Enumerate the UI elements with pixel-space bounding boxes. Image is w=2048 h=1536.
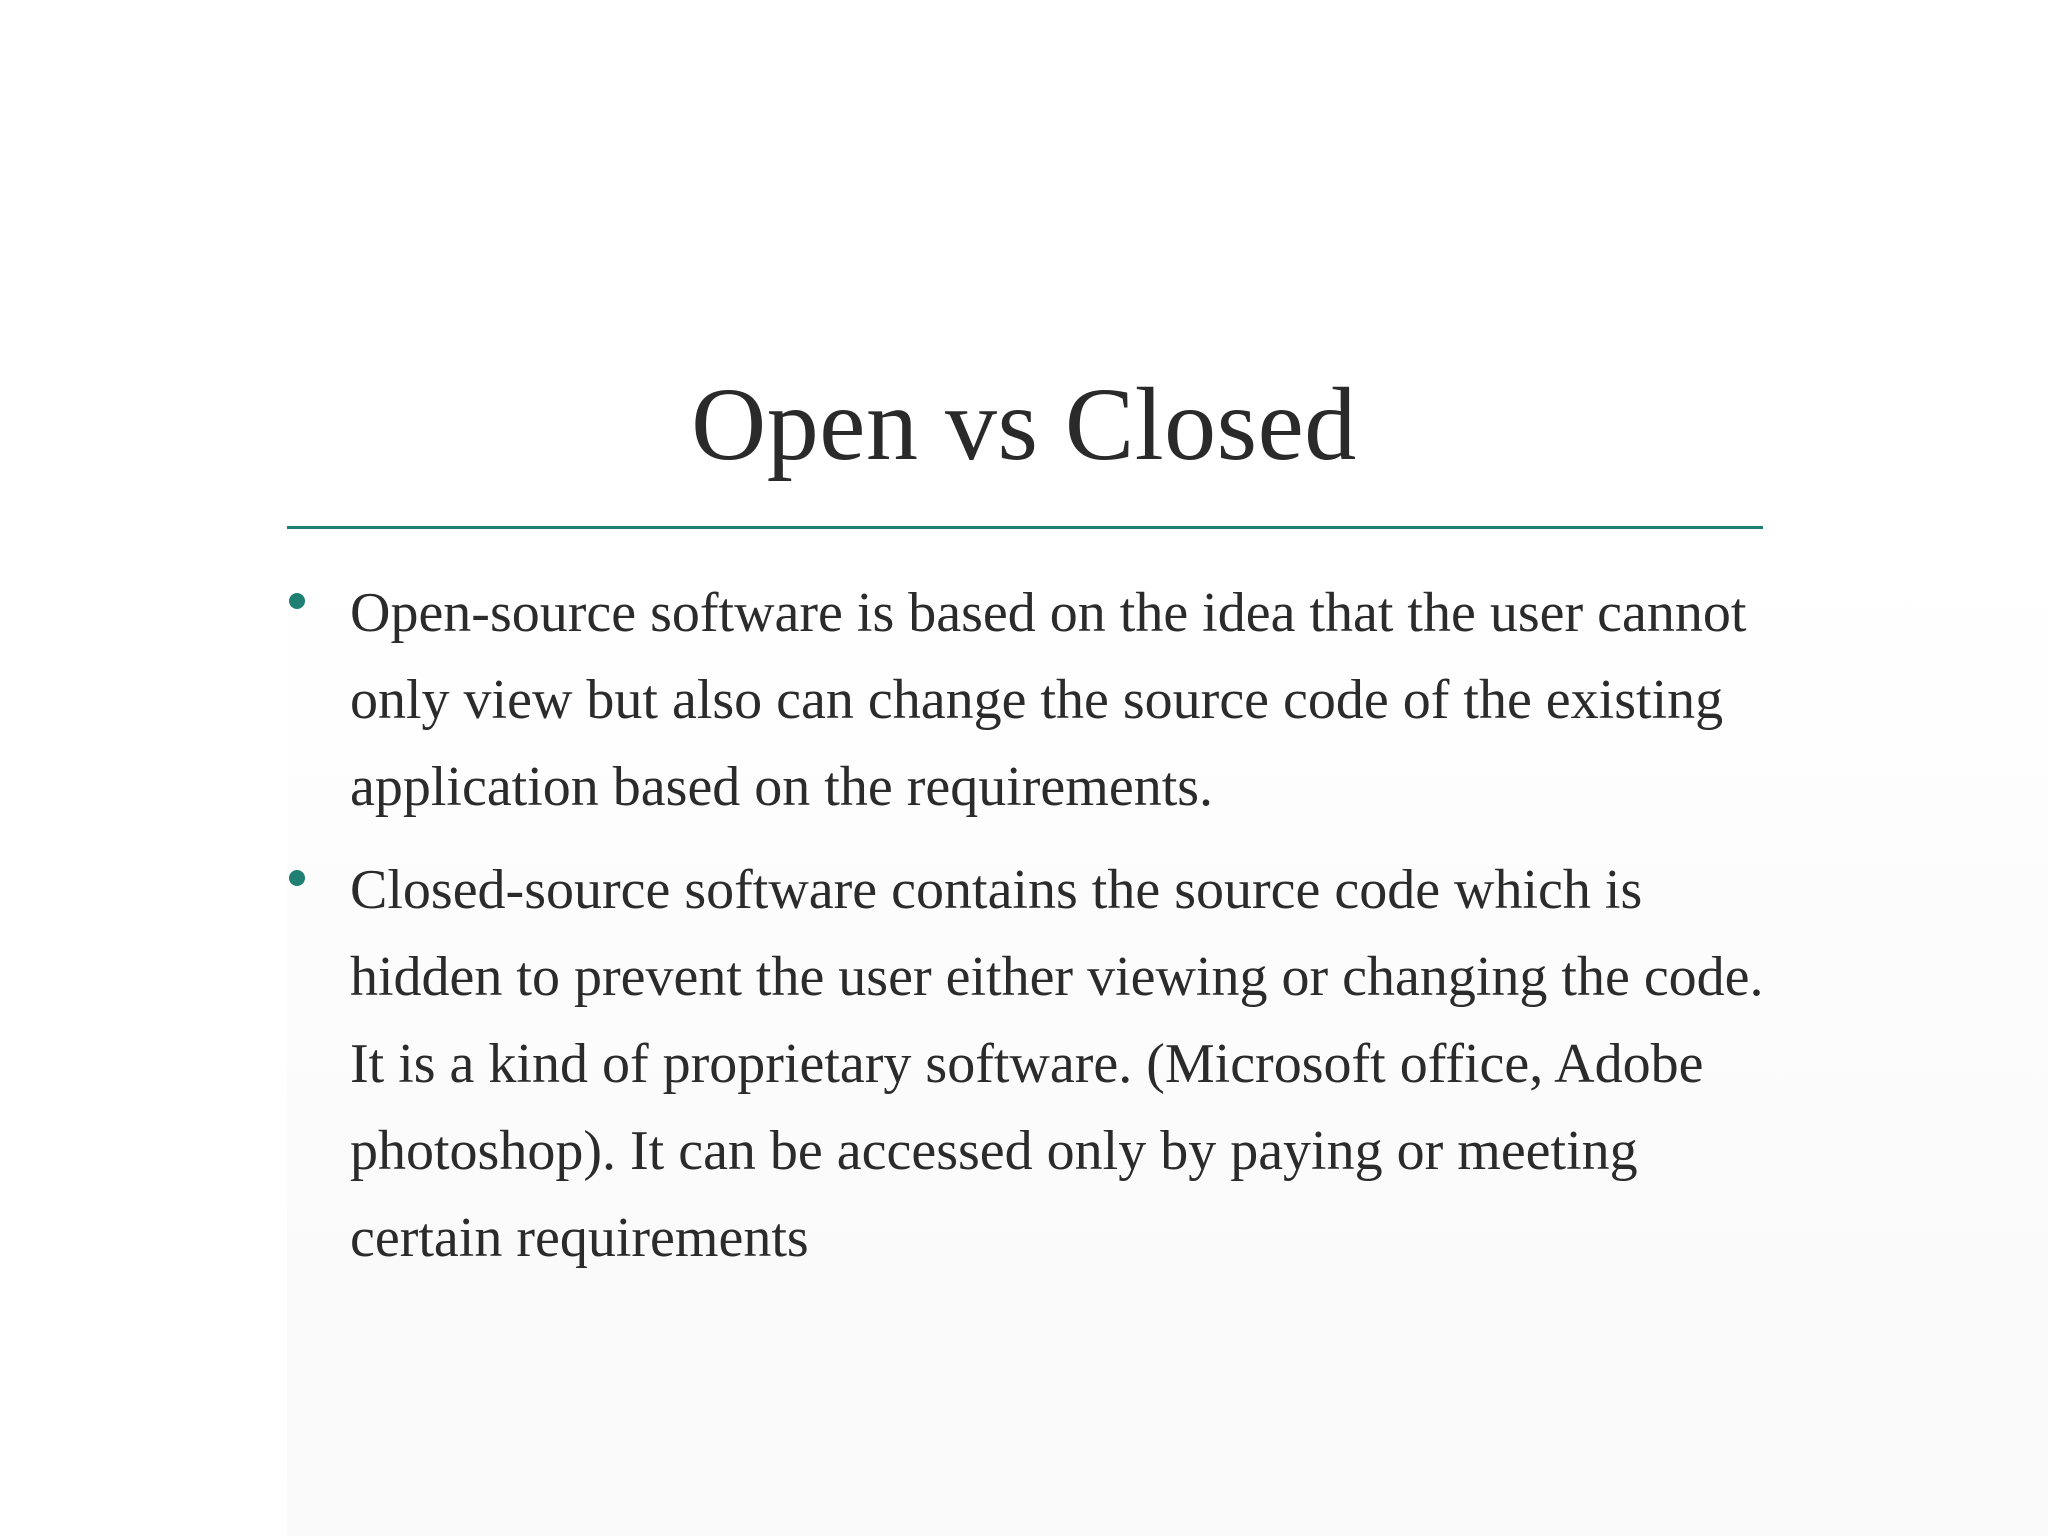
bullet-item-open-source [287,570,1787,831]
title-divider [287,526,1763,529]
bullet-text: Closed-source software contains the source code which is hidden to prevent the user either viewing or changing the code. It is a kind of proprietary software. (Microsoft office, Adobe photoshop). It can be accessed only by paying or meeting certain requirements [350,859,1764,1269]
slide-title: Open vs Closed [691,366,1357,482]
bullet-dot-icon [289,870,305,886]
bullet-dot-icon [289,593,305,609]
bullet-item-closed-source [287,847,1787,1282]
bullet-list [287,570,1787,1298]
bullet-text: Open-source software is based on the idea that the user cannot only view but also can change the source code of the existing application based on the requirements. [350,582,1747,818]
